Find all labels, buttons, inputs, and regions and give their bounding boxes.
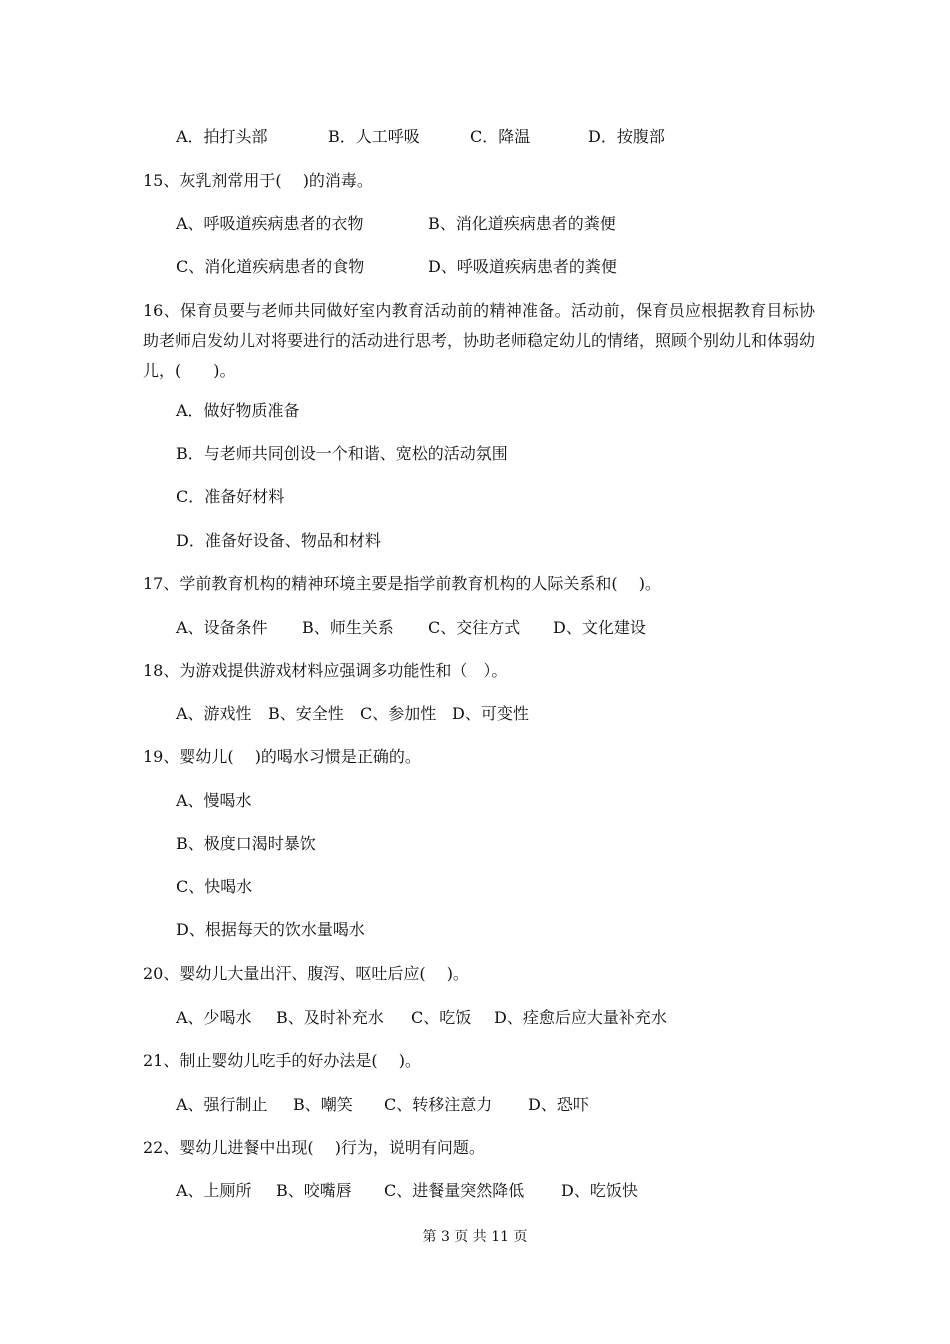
q16-option-c: C．准备好材料 bbox=[176, 487, 285, 506]
q20-option-d: D、痊愈后应大量补充水 bbox=[494, 1008, 667, 1027]
q15-stem: 15、灰乳剂常用于( )的消毒。 bbox=[143, 171, 373, 190]
q15-option-c: C、消化道疾病患者的食物 bbox=[176, 257, 365, 276]
q14-option-a: A．拍打头部 bbox=[176, 127, 268, 146]
q22-stem: 22、婴幼儿进餐中出现( )行为，说明有问题。 bbox=[143, 1138, 485, 1157]
q15-option-a: A、呼吸道疾病患者的衣物 bbox=[176, 214, 364, 233]
q19-option-a: A、慢喝水 bbox=[176, 791, 252, 810]
q18-option-c: C、参加性 bbox=[360, 704, 437, 723]
q20-option-a: A、少喝水 bbox=[176, 1008, 252, 1027]
q17-option-c: C、交往方式 bbox=[428, 618, 521, 637]
q15-option-d: D、呼吸道疾病患者的粪便 bbox=[428, 257, 617, 276]
q17-option-d: D、文化建设 bbox=[553, 618, 646, 637]
q19-option-c: C、快喝水 bbox=[176, 877, 253, 896]
q14-option-d: D．按腹部 bbox=[588, 127, 665, 146]
q22-option-a: A、上厕所 bbox=[176, 1181, 252, 1200]
page-number-footer: 第 3 页 共 11 页 bbox=[422, 1229, 528, 1245]
q14-option-b: B．人工呼吸 bbox=[328, 127, 420, 146]
q18-stem: 18、为游戏提供游戏材料应强调多功能性和（ ）。 bbox=[143, 661, 508, 680]
q21-option-d: D、恐吓 bbox=[528, 1095, 589, 1114]
q17-stem: 17、学前教育机构的精神环境主要是指学前教育机构的人际关系和( )。 bbox=[143, 574, 661, 593]
q17-option-a: A、设备条件 bbox=[176, 618, 268, 637]
q19-option-b: B、极度口渴时暴饮 bbox=[176, 834, 316, 853]
q16-option-b: B．与老师共同创设一个和谐、宽松的活动氛围 bbox=[176, 444, 508, 463]
q21-option-b: B、嘲笑 bbox=[293, 1095, 353, 1114]
q22-option-d: D、吃饭快 bbox=[561, 1181, 638, 1200]
q20-option-b: B、及时补充水 bbox=[276, 1008, 384, 1027]
q19-option-d: D、根据每天的饮水量喝水 bbox=[176, 920, 365, 939]
q20-option-c: C、吃饭 bbox=[411, 1008, 472, 1027]
q14-option-c: C．降温 bbox=[470, 127, 531, 146]
q16-option-d: D．准备好设备、物品和材料 bbox=[176, 531, 381, 550]
q21-option-a: A、强行制止 bbox=[176, 1095, 268, 1114]
q18-option-a: A、游戏性 bbox=[176, 704, 252, 723]
q21-stem: 21、制止婴幼儿吃手的好办法是( )。 bbox=[143, 1051, 421, 1070]
q15-option-b: B、消化道疾病患者的粪便 bbox=[428, 214, 616, 233]
q19-stem: 19、婴幼儿( )的喝水习惯是正确的。 bbox=[143, 747, 421, 766]
q16-option-a: A．做好物质准备 bbox=[176, 401, 300, 420]
q17-option-b: B、师生关系 bbox=[302, 618, 394, 637]
q16-stem: 16、保育员要与老师共同做好室内教育活动前的精神准备。活动前，保育员应根据教育目标协助老师启发幼儿对将要进行的活动进行思考，协助老师稳定幼儿的情绪，照顾个别幼儿和体弱幼儿，( )。 bbox=[143, 301, 816, 380]
q21-option-c: C、转移注意力 bbox=[384, 1095, 493, 1114]
q22-option-b: B、咬嘴唇 bbox=[276, 1181, 352, 1200]
q20-stem: 20、婴幼儿大量出汗、腹泻、呕吐后应( )。 bbox=[143, 964, 469, 983]
q18-option-b: B、安全性 bbox=[268, 704, 344, 723]
q18-option-d: D、可变性 bbox=[452, 704, 529, 723]
q22-option-c: C、进餐量突然降低 bbox=[384, 1181, 525, 1200]
